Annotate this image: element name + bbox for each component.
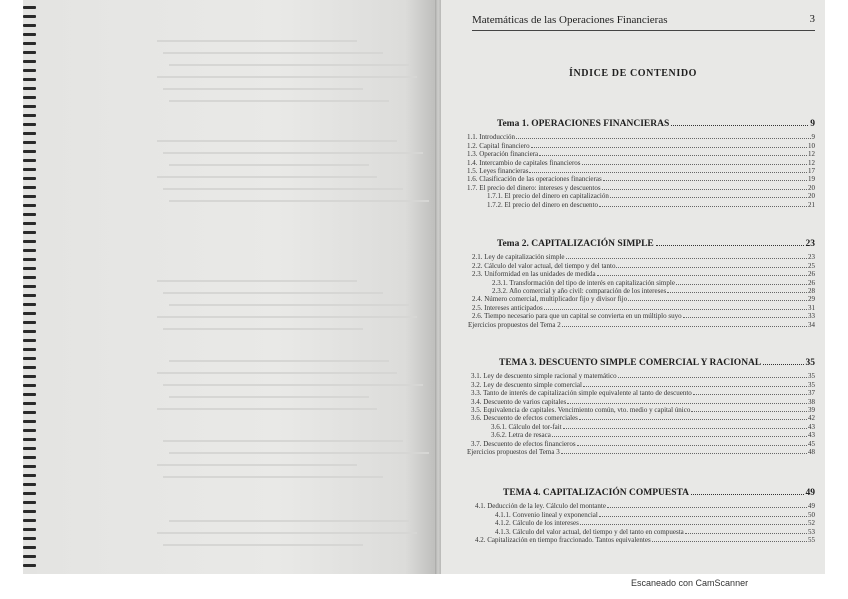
entry-label: 1.4. Intercambio de capitales financieros: [467, 158, 581, 167]
entry-page: 17: [808, 166, 815, 175]
binding-coil: [23, 429, 36, 432]
toc-entry: [467, 183, 815, 191]
entry-label: 2.5. Intereses anticipados: [472, 303, 543, 312]
show-through-line: [157, 40, 357, 42]
dot-leader: [763, 364, 803, 365]
binding-coil: [23, 411, 36, 414]
binding-coil: [23, 510, 36, 513]
dot-leader: [561, 453, 807, 454]
binding-coil: [23, 105, 36, 108]
toc-entry: [472, 261, 815, 269]
dot-leader: [539, 155, 807, 156]
entry-label: 3.5. Equivalencia de capitales. Vencimiento común, vto. medio y capital único: [471, 405, 691, 414]
binding-coil: [23, 348, 36, 351]
binding-coil: [23, 366, 36, 369]
entry-page: 35: [808, 380, 815, 389]
binding-coil: [23, 159, 36, 162]
show-through-line: [163, 328, 363, 330]
binding-coil: [23, 330, 36, 333]
entry-label: 1.5. Leyes financieras: [467, 166, 529, 175]
entry-label: 2.4. Número comercial, multiplicador fijo y divisor fijo: [472, 295, 628, 304]
dot-leader: [671, 125, 808, 126]
page-number: 3: [809, 13, 815, 25]
binding-coil: [23, 51, 36, 54]
toc-entry: [495, 519, 815, 527]
binding-coil: [23, 339, 36, 342]
show-through-line: [169, 164, 369, 166]
toc-entry: [472, 303, 815, 311]
dot-leader: [579, 419, 807, 420]
toc-entry: [472, 312, 815, 320]
show-through-line: [163, 188, 403, 190]
entry-label: 1.3. Operación financiera: [467, 150, 539, 159]
dot-leader: [563, 428, 807, 429]
binding-coil: [23, 150, 36, 153]
show-through-line: [163, 52, 383, 54]
binding-coil: [23, 240, 36, 243]
entry-label: 3.3. Tanto de interés de capitalización simple equivalente al tanto de descuento: [471, 389, 692, 398]
show-through-line: [169, 452, 429, 454]
entry-label: 2.3.2. Año comercial y año civil: comparación de los intereses: [492, 286, 667, 295]
entry-page: 34: [808, 320, 815, 329]
toc-entry: [495, 510, 815, 518]
toc-entry: [472, 295, 815, 303]
binding-coil: [23, 312, 36, 315]
dot-leader: [577, 445, 807, 446]
binding-coil: [23, 249, 36, 252]
entry-label: 2.1. Ley de capitalización simple: [472, 253, 565, 262]
dot-leader: [652, 541, 807, 542]
entry-label: 4.1.3. Cálculo del valor actual, del tiempo y del tanto en compuesta: [495, 527, 684, 536]
dot-leader: [597, 275, 807, 276]
entry-page: 9: [811, 133, 815, 142]
binding-coil: [23, 168, 36, 171]
toc-entry: [487, 200, 815, 208]
dot-leader: [676, 284, 807, 285]
entry-page: 39: [808, 405, 815, 414]
entry-label: 3.6.2. Letra de resaca: [491, 431, 551, 440]
binding-coil: [23, 447, 36, 450]
binding-coil: [23, 303, 36, 306]
toc-entry: [492, 278, 815, 286]
show-through-line: [169, 64, 409, 66]
entry-page: 50: [808, 510, 815, 519]
binding-coil: [23, 546, 36, 549]
show-through-line: [157, 140, 397, 142]
entry-label: 2.3.1. Transformación del tipo de interés en capitalización simple: [492, 278, 675, 287]
right-page: [441, 0, 825, 574]
entry-page: 20: [808, 183, 815, 192]
entry-label: 4.2. Capitalización en tiempo fraccionado. Tantos equivalentes: [475, 535, 651, 544]
dot-leader: [691, 494, 804, 495]
toc-chapter: [467, 356, 815, 456]
entry-label: 4.1.2. Cálculo de los intereses: [495, 519, 579, 528]
toc-entry: [467, 141, 815, 149]
dot-leader: [685, 533, 807, 534]
dot-leader: [567, 403, 807, 404]
entry-page: 28: [808, 286, 815, 295]
dot-leader: [607, 507, 807, 508]
chapter-page: 35: [805, 358, 815, 368]
entry-page: 19: [808, 175, 815, 184]
binding-coil: [23, 375, 36, 378]
dot-leader: [610, 197, 807, 198]
show-through-line: [157, 532, 417, 534]
binding-coil: [23, 456, 36, 459]
dot-leader: [580, 524, 807, 525]
binding-coil: [23, 438, 36, 441]
dot-leader: [602, 189, 807, 190]
show-through-line: [169, 200, 429, 202]
binding-coil: [23, 24, 36, 27]
entry-page: 45: [808, 439, 815, 448]
binding-coil: [23, 384, 36, 387]
binding-coil: [23, 33, 36, 36]
entry-label: 3.6. Descuento de efectos comerciales: [471, 414, 578, 423]
dot-leader: [683, 317, 807, 318]
binding-coil: [23, 321, 36, 324]
binding-coil: [23, 555, 36, 558]
scanned-book-spread: [23, 0, 825, 574]
entry-page: 33: [808, 312, 815, 321]
entry-label: 3.4. Descuento de varios capitales: [471, 397, 567, 406]
entry-label: 3.2. Ley de descuento simple comercial: [471, 380, 582, 389]
binding-coil: [23, 141, 36, 144]
chapter-title: Tema 1. OPERACIONES FINANCIERAS: [497, 119, 670, 129]
entry-page: 35: [808, 372, 815, 381]
dot-leader: [616, 267, 807, 268]
show-through-line: [163, 544, 363, 546]
entry-label: 1.1. Introducción: [467, 133, 516, 142]
toc-entry: [467, 167, 815, 175]
dot-leader: [529, 172, 807, 173]
binding-coil: [23, 276, 36, 279]
toc-entry: [467, 175, 815, 183]
entry-label: 3.1. Ley de descuento simple racional y matemático: [471, 372, 617, 381]
chapter-page: 49: [805, 488, 815, 498]
spiral-binding: [23, 0, 37, 574]
toc-chapter-heading: [503, 486, 815, 498]
toc-entry: [491, 431, 815, 439]
entry-page: 26: [808, 270, 815, 279]
binding-coil: [23, 186, 36, 189]
show-through-line: [163, 440, 403, 442]
dot-leader: [693, 394, 807, 395]
toc-entry: [467, 448, 815, 456]
show-through-line: [157, 280, 357, 282]
dot-leader: [599, 206, 807, 207]
binding-coil: [23, 357, 36, 360]
show-through-line: [169, 304, 409, 306]
binding-coil: [23, 294, 36, 297]
show-through-line: [163, 152, 423, 154]
show-through-line: [163, 384, 423, 386]
show-through-line: [169, 520, 409, 522]
entry-page: 53: [808, 527, 815, 536]
binding-coil: [23, 528, 36, 531]
toc-entry: [467, 133, 815, 141]
entry-page: 43: [808, 422, 815, 431]
binding-coil: [23, 564, 36, 567]
binding-coil: [23, 474, 36, 477]
binding-coil: [23, 402, 36, 405]
show-through-line: [157, 464, 357, 466]
toc-entry: [475, 502, 815, 510]
entry-page: 12: [808, 158, 815, 167]
entry-page: 21: [808, 200, 815, 209]
dot-leader: [531, 147, 807, 148]
toc-entry: [495, 527, 815, 535]
entry-page: 48: [808, 447, 815, 456]
scanner-watermark: Escaneado con CamScanner: [631, 578, 749, 588]
binding-coil: [23, 87, 36, 90]
show-through-line: [163, 292, 383, 294]
chapter-title: TEMA 3. DESCUENTO SIMPLE COMERCIAL Y RACIONAL: [499, 358, 762, 368]
binding-coil: [23, 114, 36, 117]
toc-entry: [471, 414, 815, 422]
show-through-line: [163, 88, 363, 90]
show-through-line: [163, 476, 383, 478]
toc-entry: [471, 372, 815, 380]
show-through-line: [157, 408, 377, 410]
chapter-title: Tema 2. CAPITALIZACIÓN SIMPLE: [497, 239, 654, 249]
entry-page: 31: [808, 303, 815, 312]
toc-entry: [471, 380, 815, 388]
entry-label: Ejercicios propuestos del Tema 2: [468, 320, 561, 329]
dot-leader: [618, 377, 807, 378]
toc-entry: [471, 397, 815, 405]
binding-coil: [23, 231, 36, 234]
binding-coil: [23, 492, 36, 495]
dot-leader: [628, 300, 807, 301]
toc-chapter-heading: [497, 117, 815, 129]
entry-label: 1.7.2. El precio del dinero en descuento: [487, 200, 598, 209]
dot-leader: [516, 138, 810, 139]
entry-label: 3.7. Descuento de efectos financieros: [471, 439, 576, 448]
binding-coil: [23, 78, 36, 81]
binding-coil: [23, 123, 36, 126]
binding-coil: [23, 519, 36, 522]
dot-leader: [599, 516, 807, 517]
toc-entry: [472, 253, 815, 261]
binding-coil: [23, 483, 36, 486]
entry-page: 43: [808, 431, 815, 440]
dot-leader: [656, 245, 804, 246]
entry-label: 4.1. Deducción de la ley. Cálculo del montante: [475, 502, 606, 511]
binding-coil: [23, 15, 36, 18]
entry-page: 55: [808, 535, 815, 544]
toc-chapter: [467, 117, 815, 209]
dot-leader: [667, 292, 807, 293]
toc-chapter-heading: [499, 356, 815, 368]
show-through-line: [157, 316, 417, 318]
entry-label: 2.2. Cálculo del valor actual, del tiempo y del tanto: [472, 261, 616, 270]
toc-entry: [471, 389, 815, 397]
dot-leader: [566, 258, 807, 259]
toc-entry: [471, 439, 815, 447]
toc-entry: [472, 270, 815, 278]
binding-coil: [23, 537, 36, 540]
running-header: [472, 14, 815, 31]
entry-page: 29: [808, 295, 815, 304]
entry-label: 1.7.1. El precio del dinero en capitalización: [487, 192, 609, 201]
entry-label: 3.6.1. Cálculo del tor-fait: [491, 422, 562, 431]
running-title: Matemáticas de las Operaciones Financieras: [472, 14, 668, 26]
toc-entry: [491, 422, 815, 430]
toc-entry: [475, 536, 815, 544]
binding-coil: [23, 6, 36, 9]
show-through-line: [169, 100, 389, 102]
toc-entry: [467, 150, 815, 158]
entry-page: 26: [808, 278, 815, 287]
dot-leader: [582, 164, 807, 165]
binding-coil: [23, 195, 36, 198]
show-through-line: [157, 372, 397, 374]
chapter-page: 9: [810, 119, 815, 129]
entry-label: 4.1.1. Convenio lineal y exponencial: [495, 510, 598, 519]
show-through-line: [169, 396, 369, 398]
binding-coil: [23, 132, 36, 135]
entry-label: Ejercicios propuestos del Tema 3: [467, 447, 560, 456]
left-page-blank: [37, 0, 437, 574]
index-title: ÍNDICE DE CONTENIDO: [568, 68, 698, 79]
entry-label: 1.7. El precio del dinero: intereses y descuentos: [467, 183, 601, 192]
binding-coil: [23, 60, 36, 63]
binding-coil: [23, 393, 36, 396]
toc-chapter-heading: [497, 237, 815, 249]
entry-page: 49: [808, 502, 815, 511]
show-through-line: [157, 176, 377, 178]
chapter-title: TEMA 4. CAPITALIZACIÓN COMPUESTA: [503, 488, 689, 498]
binding-coil: [23, 285, 36, 288]
binding-coil: [23, 177, 36, 180]
entry-page: 25: [808, 261, 815, 270]
entry-page: 42: [808, 414, 815, 423]
entry-label: 2.3. Uniformidad en las unidades de medida: [472, 270, 596, 279]
dot-leader: [552, 436, 807, 437]
toc-entry: [471, 406, 815, 414]
toc-entry: [487, 192, 815, 200]
binding-coil: [23, 96, 36, 99]
binding-coil: [23, 42, 36, 45]
entry-page: 23: [808, 253, 815, 262]
binding-coil: [23, 501, 36, 504]
binding-coil: [23, 69, 36, 72]
entry-page: 20: [808, 192, 815, 201]
entry-page: 10: [808, 141, 815, 150]
binding-coil: [23, 222, 36, 225]
binding-coil: [23, 258, 36, 261]
binding-coil: [23, 465, 36, 468]
toc-entry: [468, 320, 815, 328]
dot-leader: [583, 386, 807, 387]
toc-chapter: [468, 237, 815, 329]
chapter-page: 23: [805, 239, 815, 249]
dot-leader: [691, 411, 807, 412]
show-through-line: [157, 76, 417, 78]
toc-chapter: [475, 486, 815, 544]
entry-label: 1.2. Capital financiero: [467, 141, 530, 150]
entry-page: 38: [808, 397, 815, 406]
entry-label: 2.6. Tiempo necesario para que un capital se convierta en un múltiplo suyo: [472, 312, 682, 321]
dot-leader: [603, 180, 807, 181]
entry-page: 37: [808, 389, 815, 398]
dot-leader: [544, 309, 807, 310]
dot-leader: [562, 326, 807, 327]
entry-page: 12: [808, 150, 815, 159]
binding-coil: [23, 267, 36, 270]
entry-page: 52: [808, 519, 815, 528]
toc-entry: [467, 158, 815, 166]
binding-coil: [23, 213, 36, 216]
toc-entry: [492, 287, 815, 295]
show-through-line: [169, 360, 389, 362]
binding-coil: [23, 204, 36, 207]
entry-label: 1.6. Clasificación de las operaciones financieras: [467, 175, 602, 184]
binding-coil: [23, 420, 36, 423]
